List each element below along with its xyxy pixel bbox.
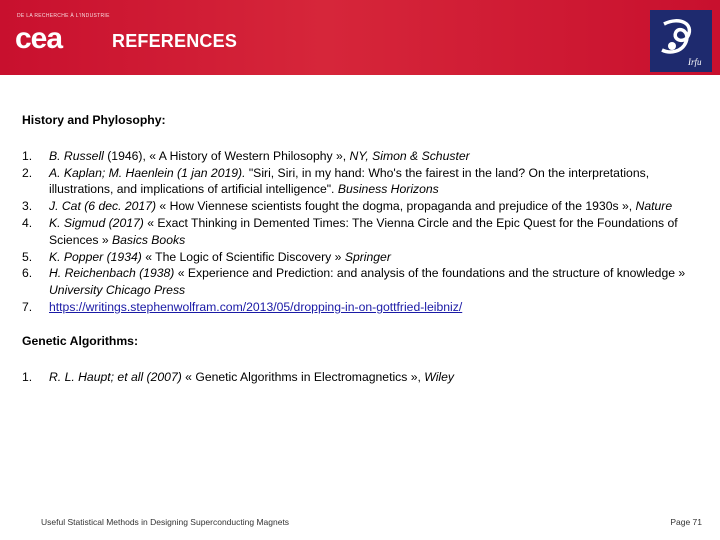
header-banner: [0, 0, 720, 75]
reference-text: J. Cat (6 dec. 2017): [49, 199, 160, 214]
irfu-emblem-icon: [650, 10, 712, 72]
tagline: DE LA RECHERCHE À L'INDUSTRIE: [17, 13, 110, 19]
reference-number: 4.: [22, 215, 33, 230]
reference-text: K. Sigmud (2017): [49, 215, 148, 230]
reference-item: [22, 249, 702, 266]
cea-logo: [15, 24, 79, 52]
reference-text: K. Popper (1934): [49, 249, 146, 264]
reference-item: [22, 215, 702, 249]
reference-item: [22, 299, 702, 316]
reference-item: [22, 148, 702, 165]
reference-text: « The Logic of Scientific Discovery »: [145, 249, 345, 264]
page-number: Page 71: [670, 517, 702, 527]
reference-text: « Experience and Prediction: and analysis of the foundations and the structure of knowledge »: [177, 266, 686, 281]
reference-number: 2.: [22, 165, 33, 180]
reference-item: [22, 369, 702, 386]
reference-text: Nature: [635, 199, 673, 214]
reference-item: [22, 265, 702, 299]
reference-text: Basics Books: [112, 232, 186, 247]
reference-text: NY, Simon & Schuster: [349, 148, 470, 163]
reference-number: 1.: [22, 369, 33, 384]
reference-link[interactable]: https://writings.stephenwolfram.com/2013/05/dropping-in-on-gottfried-leibniz/: [49, 299, 463, 314]
references-content: [22, 112, 702, 385]
reference-number: 1.: [22, 148, 33, 163]
history-reference-list: [22, 148, 702, 316]
reference-text: "Siri, Siri, in my hand: Who's the fairest in the land? On the interpretations, illustrations, and implications of artificial intelligence".: [49, 165, 650, 197]
section-title-history: History and Phylosophy:: [22, 113, 166, 127]
reference-item: [22, 198, 702, 215]
cea-logo-text: cea: [15, 24, 63, 52]
reference-number: 5.: [22, 249, 33, 264]
section-title-genetic: Genetic Algorithms:: [22, 333, 139, 348]
irfu-logo: [650, 10, 712, 72]
reference-text: « Exact Thinking in Demented Times: The Vienna Circle and the Epic Quest for the Foundations of Sciences »: [49, 215, 678, 247]
reference-text: (1946), « A History of Western Philosophy »,: [107, 148, 350, 163]
footer-text: Useful Statistical Methods in Designing Superconducting Magnets: [41, 517, 290, 527]
reference-number: 7.: [22, 299, 33, 314]
reference-text: A. Kaplan; M. Haenlein (1 jan 2019).: [49, 165, 249, 180]
reference-text: Springer: [344, 249, 391, 264]
reference-text: « How Viennese scientists fought the dogma, propaganda and prejudice of the 1930s »,: [159, 199, 636, 214]
reference-number: 3.: [22, 199, 33, 214]
genetic-reference-list: [22, 369, 702, 386]
reference-text: R. L. Haupt; et all (2007): [49, 369, 186, 384]
reference-text: Wiley: [424, 369, 454, 384]
reference-text: B. Russell: [49, 148, 108, 163]
reference-text: « Genetic Algorithms in Electromagnetics »,: [185, 369, 425, 384]
reference-text: H. Reichenbach (1938): [49, 266, 178, 281]
reference-item: [22, 165, 702, 199]
reference-text: Business Horizons: [337, 182, 439, 197]
irfu-logo-text: Irfu: [688, 57, 702, 67]
page-title: REFERENCES: [112, 31, 238, 51]
reference-text: University Chicago Press: [49, 283, 186, 298]
reference-number: 6.: [22, 266, 33, 281]
